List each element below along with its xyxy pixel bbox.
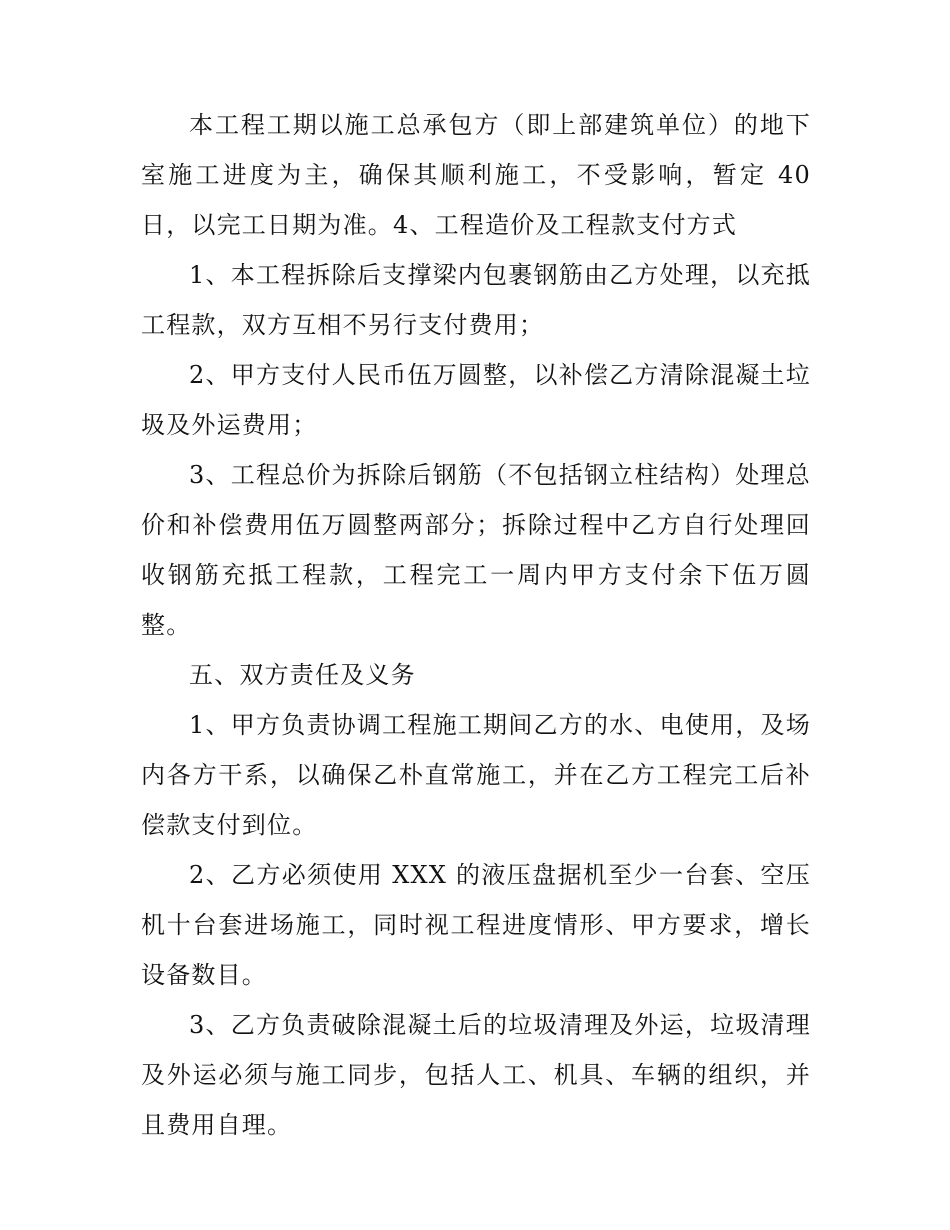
paragraph-payment-1: 1、本工程拆除后支撑梁内包裹钢筋由乙方处理，以充抵工程款，双方互相不另行支付费用；: [141, 261, 811, 339]
paragraph-duty-1: 1、甲方负责协调工程施工期间乙方的水、电使用，及场内各方干系，以确保乙朴直常施工，并在乙方工程完工后补偿款支付到位。: [141, 711, 811, 839]
paragraph-schedule: 本工程工期以施工总承包方（即上部建筑单位）的地下室施工进度为主，确保其顺利施工，不受影响，暂定 40 日，以完工日期为准。4、工程造价及工程款支付方式: [141, 111, 811, 239]
section-heading-responsibilities: 五、双方责任及义务: [189, 661, 416, 689]
paragraph-duty-2: 2、乙方必须使用 XXX 的液压盘据机至少一台套、空压机十台套进场施工，同时视工程进度情形、甲方要求，增长设备数目。: [141, 861, 811, 989]
document-body: [141, 100, 811, 1150]
paragraph-payment-3: 3、工程总价为拆除后钢筋（不包括钢立柱结构）处理总价和补偿费用伍万圆整两部分；拆除过程中乙方自行处理回收钢筋充抵工程款，工程完工一周内甲方支付余下伍万圆整。: [141, 461, 811, 639]
paragraph-payment-2: 2、甲方支付人民币伍万圆整，以补偿乙方清除混凝土垃圾及外运费用；: [141, 361, 811, 439]
paragraph-duty-3: 3、乙方负责破除混凝土后的垃圾清理及外运，垃圾清理及外运必须与施工同步，包括人工、机具、车辆的组织，并且费用自理。: [141, 1011, 811, 1139]
